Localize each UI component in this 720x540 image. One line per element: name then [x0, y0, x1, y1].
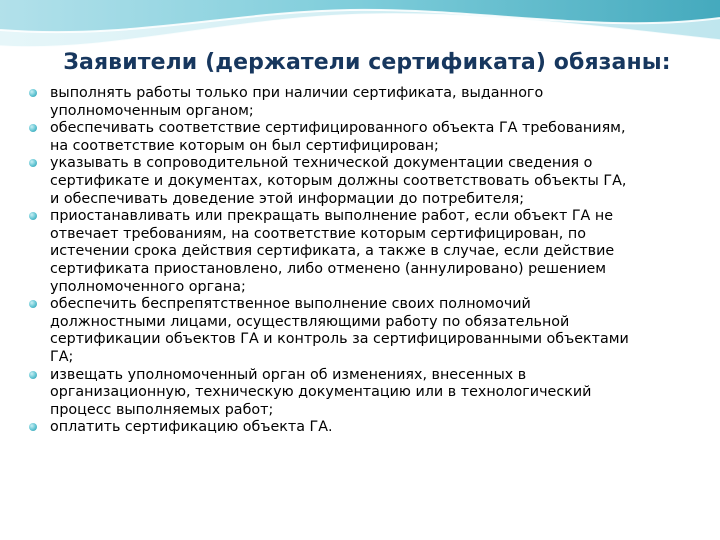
round-bullet-icon — [29, 212, 37, 220]
bullet-text-line: сертификата приостановлено, либо отменено (аннулировано) решением — [50, 260, 607, 277]
bullet-text-line: истечении срока действия сертификата, а также в случае, если действие — [50, 243, 615, 260]
round-bullet-icon — [29, 124, 37, 132]
round-bullet-icon — [29, 300, 37, 308]
bullet-text-line: извещать уполномоченный орган об изменениях, внесенных в — [50, 366, 527, 383]
bullet-text-line: организационную, техническую документацию или в технологический — [50, 384, 592, 401]
bullet-text-line: и обеспечивать доведение этой информации до потребителя; — [50, 190, 525, 207]
slide-title-text: Заявители (держатели сертификата) обязаны: — [63, 50, 671, 75]
bullet-item — [28, 208, 698, 296]
bullet-text-line: уполномоченным органом; — [50, 102, 254, 119]
bullet-text-line: указывать в сопроводительной технической документации сведения о — [50, 155, 593, 172]
bullet-text-line: сертификации объектов ГА и контроль за сертифицированными объектами — [50, 331, 629, 348]
bullet-item — [28, 85, 698, 120]
bullet-item — [28, 419, 698, 437]
round-bullet-icon — [29, 423, 37, 431]
bullet-text-line: приостанавливать или прекращать выполнение работ, если объект ГА не — [50, 208, 614, 225]
round-bullet-icon — [29, 371, 37, 379]
bullet-text-line: должностными лицами, осуществляющими работу по обязательной — [50, 313, 570, 330]
bullet-item — [28, 155, 698, 208]
bullet-item — [28, 367, 698, 420]
bullet-item — [28, 296, 698, 366]
bullet-text-line: процесс выполняемых работ; — [50, 401, 274, 418]
bullet-list — [28, 85, 698, 437]
bullet-text-line: сертификате и документах, которым должны соответствовать объекты ГА, — [50, 172, 627, 189]
bullet-text-line: на соответствие которым он был сертифицирован; — [50, 137, 439, 154]
bullet-text-line: оплатить сертификацию объекта ГА. — [50, 419, 333, 436]
round-bullet-icon — [29, 89, 37, 97]
slide-title — [0, 50, 720, 75]
bullet-text-line: обеспечить беспрепятственное выполнение своих полномочий — [50, 296, 531, 313]
bullet-text-line: выполнять работы только при наличии сертификата, выданного — [50, 85, 544, 101]
bullet-text-line: ГА; — [50, 348, 74, 365]
bullet-text-line: отвечает требованиям, на соответствие которым сертифицирован, по — [50, 225, 586, 242]
round-bullet-icon — [29, 159, 37, 167]
bullet-text-line: уполномоченного органа; — [50, 278, 246, 295]
bullet-item — [28, 120, 698, 155]
bullet-text-line: обеспечивать соответствие сертифицированного объекта ГА требованиям, — [50, 120, 626, 137]
